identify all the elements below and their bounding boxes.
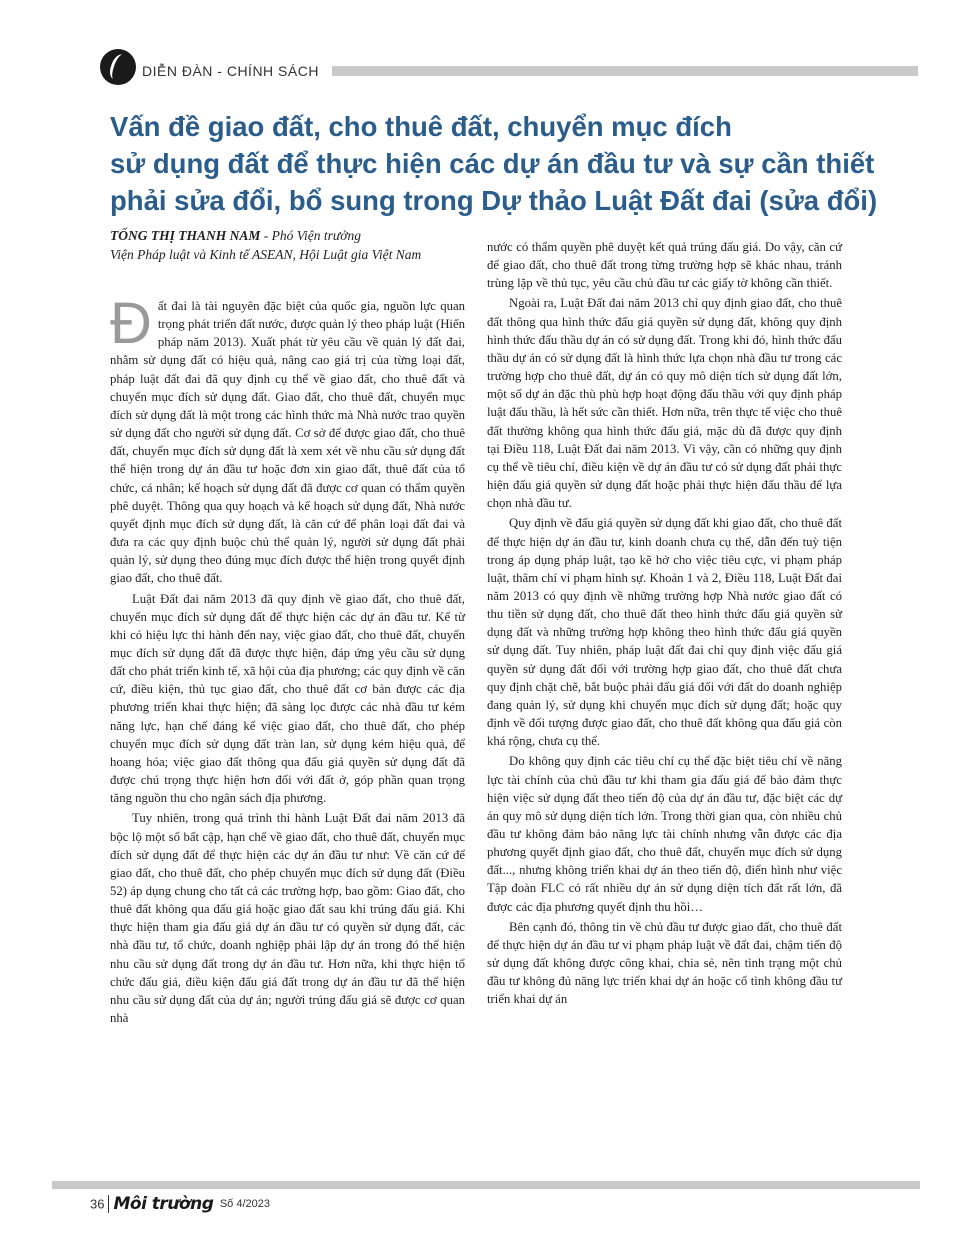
footer-rule bbox=[52, 1181, 920, 1189]
paragraph bbox=[110, 291, 465, 588]
header-rule bbox=[332, 66, 918, 76]
right-column bbox=[487, 238, 842, 1011]
paragraph: Tuy nhiên, trong quá trình thi hành Luật Đất đai năm 2013 đã bộc lộ một số bất cập, hạn chế về giao đất, cho thuê đất, chuyển mục đích sử dụng đất để thực hiện các dự án đầu tư như: Về căn cứ để giao đất, cho thuê đất, cho phép chuyển mục đích sử dụng đất (Điều 52) áp dụng chung cho tất cả các trường hợp, bao gồm: Giao đất, cho thuê đất không qua đấu giá hoặc giao đất sau khi trúng đấu giá. Khi thực hiện tham gia đấu giá dự án đầu tư có quyền sử dụng đất, các nhà đầu tư, tổ chức, doanh nghiệp phải lập dự án trong đó thể hiện nhu cầu sử dụng đất trong dự án đầu tư. Hơn nữa, khi thực hiện tổ chức đấu giá, điều kiện đấu giá đất trong dự án đầu tư đã thể hiện nhu cầu sử dụng đất của dự án; người trúng đấu giá sẽ được cơ quan nhà bbox=[110, 811, 465, 1026]
author-title: - Phó Viện trưởng bbox=[260, 228, 361, 243]
title-line: phải sửa đổi, bổ sung trong Dự thảo Luật Đất đai (sửa đổi) bbox=[110, 185, 878, 216]
paragraph: Luật Đất đai năm 2013 đã quy định về giao đất, cho thuê đất, chuyển mục đích sử dụng đất để thực hiện các dự án đầu tư. Kể từ khi có hiệu lực thi hành đến nay, việc giao đất, cho thuê đất, chuyển mục đích sử dụng đất đã được thực hiện, đáp ứng yêu cầu sử dụng đất cho phát triển kinh tế, xã hội của địa phương; các quy định về căn cứ, điều kiện, thủ tục giao đất, cho thuê đất cơ bản được các địa phương triển khai thực hiện; đã sàng lọc được các nhà đầu tư kém năng lực, hạn chế đáng kể việc giao đất, cho thuê đất, cho phép chuyển mục đích sử dụng đất tràn lan, sử dụng kém hiệu quả, để hoang hóa; việc giao đất thông qua đấu giá quyền sử dụng đất đã được chú trọng thực hiện hơn đối với đất ở, góp phần quan trọng tăng nguồn thu cho ngân sách địa phương. bbox=[110, 591, 465, 806]
drop-cap: Đ bbox=[110, 291, 152, 356]
magazine-logo-icon bbox=[100, 49, 136, 85]
issue-number: Số 4/2023 bbox=[219, 1198, 270, 1210]
paragraph: nước có thẩm quyền phê duyệt kết quả trúng đấu giá. Do vậy, căn cứ để giao đất, cho thuê đất trong từng trường hợp sẽ khác nhau, tránh trùng lặp về thủ tục, yêu cầu chủ đầu tư các giấy tờ không cần thiết. bbox=[487, 240, 842, 291]
magazine-name: Môi trường bbox=[113, 1194, 214, 1214]
page-footer bbox=[90, 1194, 270, 1216]
author-line bbox=[110, 226, 470, 245]
paragraph: Do không quy định các tiêu chí cụ thể đặc biệt tiêu chí về năng lực tài chính của chủ đầu tư khi tham gia đấu giá để bảo đảm thực hiện việc sử dụng đất theo tiến độ của dự án đầu tư, đặc biệt các dự án quy mô sử dụng diện tích lớn. Trong thời gian qua, còn nhiều chủ đầu tư không đảm bảo năng lực tài chính nhưng vẫn được các địa phương quyết định giao đất, cho thuê đất, chuyển mục đích sử dụng đất..., nhưng không triển khai dự án theo tiến độ, điển hình như việc Tập đoàn FLC có rất nhiều dự án sử dụng diện tích đất rất lớn, đã được các địa phương quyết định thu hồi… bbox=[487, 754, 842, 914]
title-line: Vấn đề giao đất, cho thuê đất, chuyển mục đích bbox=[110, 111, 732, 142]
footer-divider bbox=[108, 1195, 109, 1213]
paragraph-text: ất đai là tài nguyên đặc biệt của quốc gia, nguồn lực quan trọng phát triển đất nước, được quản lý theo pháp luật (Hiến pháp năm 2013). Xuất phát từ yêu cầu về quản lý đất đai, nhằm sử dụng đất có hiệu quả, nâng cao giá trị của từng loại đất, pháp luật đất đai đã quy định cụ thể về giao đất, cho thuê đất và chuyển mục đích sử dụng đất. Giao đất, cho thuê đất, chuyển mục đích sử dụng đất là một trong các hình thức mà Nhà nước trao quyền sử dụng đất cho người sử dụng đất. Cơ sở để được giao đất, cho thuê đất, chuyển mục đích sử dụng đất là xem xét về nhu cầu sử dụng đất thể hiện trong dự án đầu tư hoặc đơn xin giao đất, thuê đất của tổ chức, cá nhân; kế hoạch sử dụng đất đã được cơ quan có thẩm quyền phê duyệt. Thông qua quy hoạch và kế hoạch sử dụng đất, Nhà nước quyết định mục đích sử dụng đất, là căn cứ để phân loại đất đai và đưa ra các quy định buộc chủ thể quản lý, người sử dụng đất phải quản lý, sử dụng theo đúng mục đích được thể hiện trong quyết định giao đất, cho thuê đất. bbox=[110, 299, 465, 586]
paragraph: Bên cạnh đó, thông tin về chủ đầu tư được giao đất, cho thuê đất để thực hiện dự án đầu tư vi phạm pháp luật về đất đai, chậm tiến độ sử dụng đất không được công khai, chia sẻ, nên tình trạng một chủ đầu tư không đủ năng lực triển khai dự án hoặc cố tình không đầu tư triển khai dự án bbox=[487, 919, 842, 1007]
left-column bbox=[110, 291, 465, 1029]
author-block bbox=[110, 226, 470, 264]
article-title bbox=[110, 108, 878, 219]
title-line: sử dụng đất để thực hiện các dự án đầu tư và sự cần thiết bbox=[110, 148, 875, 179]
paragraph: Quy định về đấu giá quyền sử dụng đất khi giao đất, cho thuê đất để thực hiện dự án đầu tư, kinh doanh chưa cụ thể, dẫn đến tuỳ tiện trong áp dụng pháp luật, tạo kẽ hở cho việc tiêu cực, vi phạm pháp luật, thâm chí vi phạm hình sự. Khoản 1 và 2, Điều 118, Luật Đất đai năm 2013 có quy định về những trường hợp Nhà nước giao đất có thu tiền sử dụng đất, cho thuê đất theo hình thức đấu giá quyền sử dụng đất và những trường hợp không theo hình thức đấu giá quyền sử dụng đất. Tuy nhiên, pháp luật đất đai chỉ quy định việc đấu giá quyền sử dụng đất đối với trường hợp giao đất, cho thuê đất chưa quy định chặt chẽ, bắt buộc phải đấu giá đối với đất do doanh nghiệp đang quản lý, sử dụng khi chuyển mục đích sử dụng đất; hoặc quy định về đối tượng được giao đất, cho thuê đất không qua đấu giá còn khá rộng, chưa cụ thể. bbox=[487, 516, 842, 749]
page-number: 36 bbox=[90, 1196, 105, 1212]
paragraph: Ngoài ra, Luật Đất đai năm 2013 chỉ quy định giao đất, cho thuê đất thông qua hình thức đấu giá quyền sử dụng đất, không quy định hình thức đấu thầu dự án có sử dụng đất. Trong khi đó, hình thức đấu thầu dự án có sử dụng đất là hình thức lựa chọn nhà đầu tư trong các trường hợp cho thuê đất, dự án có quy mô diện tích sử dụng đất lớn, một số dự án đặc thù phù hợp hoạt động đấu thầu với quy định pháp luật đấu thầu, là hết sức cần thiết. Hơn nữa, trên thực tế việc cho thuê đất thường không qua hình thức đấu giá, mặc dù đã được quy định tại Điều 118, Luật Đất đai năm 2013. Vì vậy, cần có những quy định cụ thể về tiêu chí, điều kiện về dự án đầu tư có sử dụng đất phải thực hiện đấu giá quyền sử dụng đất hoặc phải thực hiện đấu thầu để lựa chọn nhà đầu tư. bbox=[487, 296, 842, 511]
section-label: DIỄN ĐÀN - CHÍNH SÁCH bbox=[142, 63, 319, 79]
section-header bbox=[100, 43, 920, 93]
author-name: TỐNG THỊ THANH NAM bbox=[110, 228, 261, 243]
author-affiliation: Viện Pháp luật và Kinh tế ASEAN, Hội Luật gia Việt Nam bbox=[110, 247, 422, 262]
